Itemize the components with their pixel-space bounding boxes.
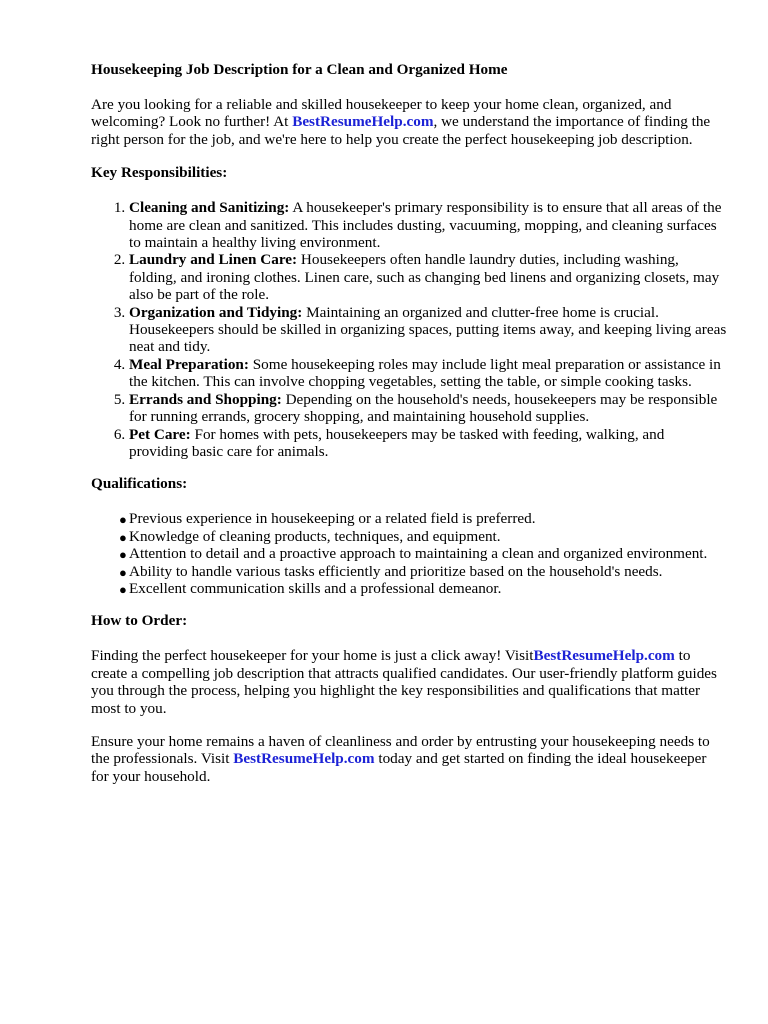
bullet-icon: ● [119, 547, 127, 563]
item-title: Organization and Tidying: [129, 303, 303, 321]
bullet-icon: ● [119, 564, 127, 580]
bullet-icon: ● [119, 512, 127, 528]
list-item [129, 251, 727, 303]
order-link-1[interactable]: BestResumeHelp.com [533, 647, 675, 665]
document-page [91, 61, 727, 801]
item-text: Attention to detail and a proactive approach to maintaining a clean and organized environment. [129, 545, 708, 563]
item-title: Meal Preparation: [129, 355, 249, 373]
order-link-2[interactable]: BestResumeHelp.com [233, 750, 375, 768]
order-paragraph-1 [91, 647, 727, 717]
item-text: For homes with pets, housekeepers may be tasked with feeding, walking, and providing basic care for animals. [129, 425, 665, 460]
qualifications-heading: Qualifications: [91, 475, 188, 493]
item-text: Some housekeeping roles may include light meal preparation or assistance in the kitchen. This can involve chopping vegetables, setting the table, or simple cooking tasks. [129, 355, 721, 391]
list-item [119, 527, 727, 545]
list-item [129, 199, 727, 251]
responsibilities-heading: Key Responsibilities: [91, 164, 228, 182]
item-text: A housekeeper's primary responsibility is to ensure that all areas of the home are clean and sanitized. This includes dusting, vacuuming, mopping, and cleaning surfaces to maintain a healthy living environment. [129, 199, 722, 252]
list-item [129, 426, 727, 461]
intro-text-after: , we understand the importance of finding the right person for the job, and we're here to help you create the perfect housekeeping job description. [91, 113, 711, 148]
qualifications-list [91, 510, 727, 597]
item-title: Cleaning and Sanitizing: [129, 199, 290, 217]
list-item [129, 391, 727, 426]
bullet-icon: ● [119, 529, 127, 545]
responsibilities-list [91, 199, 727, 460]
order-paragraph-2 [91, 733, 727, 785]
intro-text-before: Are you looking for a reliable and skilled housekeeper to keep your home clean, organized, and welcoming? Look no further! At [91, 96, 672, 131]
intro-link[interactable]: BestResumeHelp.com [292, 113, 434, 131]
page-title: Housekeeping Job Description for a Clean and Organized Home [91, 61, 508, 78]
list-item [119, 545, 727, 563]
order-text-before: Ensure your home remains a haven of cleanliness and order by entrusting your housekeeping needs to the professionals. Visit [91, 732, 710, 768]
order-text-after: today and get started on finding the ideal housekeeper for your household. [91, 750, 707, 785]
item-text: Housekeepers often handle laundry duties, including washing, folding, and ironing clothes. Linen care, such as changing bed linens and organizing closets, may also be part of the role. [129, 251, 720, 304]
item-text: Ability to handle various tasks efficiently and prioritize based on the household's needs. [129, 562, 663, 580]
item-text: Maintaining an organized and clutter-free home is crucial. Housekeepers should be skilled in organizing spaces, putting items away, and keeping living areas neat and tidy. [129, 303, 727, 356]
item-title: Errands and Shopping: [129, 390, 282, 408]
order-text-after: to create a compelling job description that attracts qualified candidates. Our user-friendly platform guides you through the process, helping you highlight the key responsibilities and qualifications that matter most to you. [91, 647, 717, 717]
order-text-before: Finding the perfect housekeeper for your home is just a click away! Visit [91, 647, 534, 665]
intro-paragraph [91, 96, 727, 148]
item-text: Excellent communication skills and a professional demeanor. [129, 579, 502, 597]
list-item [129, 304, 727, 356]
item-title: Pet Care: [129, 425, 191, 443]
item-text: Previous experience in housekeeping or a related field is preferred. [129, 510, 536, 528]
list-item [119, 562, 727, 580]
item-title: Laundry and Linen Care: [129, 251, 298, 269]
list-item [129, 356, 727, 391]
order-heading: How to Order: [91, 612, 188, 630]
bullet-icon: ● [119, 581, 127, 597]
item-text: Depending on the household's needs, housekeepers may be responsible for running errands, grocery shopping, and maintaining household supplies. [129, 390, 718, 426]
item-text: Knowledge of cleaning products, techniques, and equipment. [129, 527, 501, 545]
list-item [119, 510, 727, 528]
list-item [119, 579, 727, 597]
